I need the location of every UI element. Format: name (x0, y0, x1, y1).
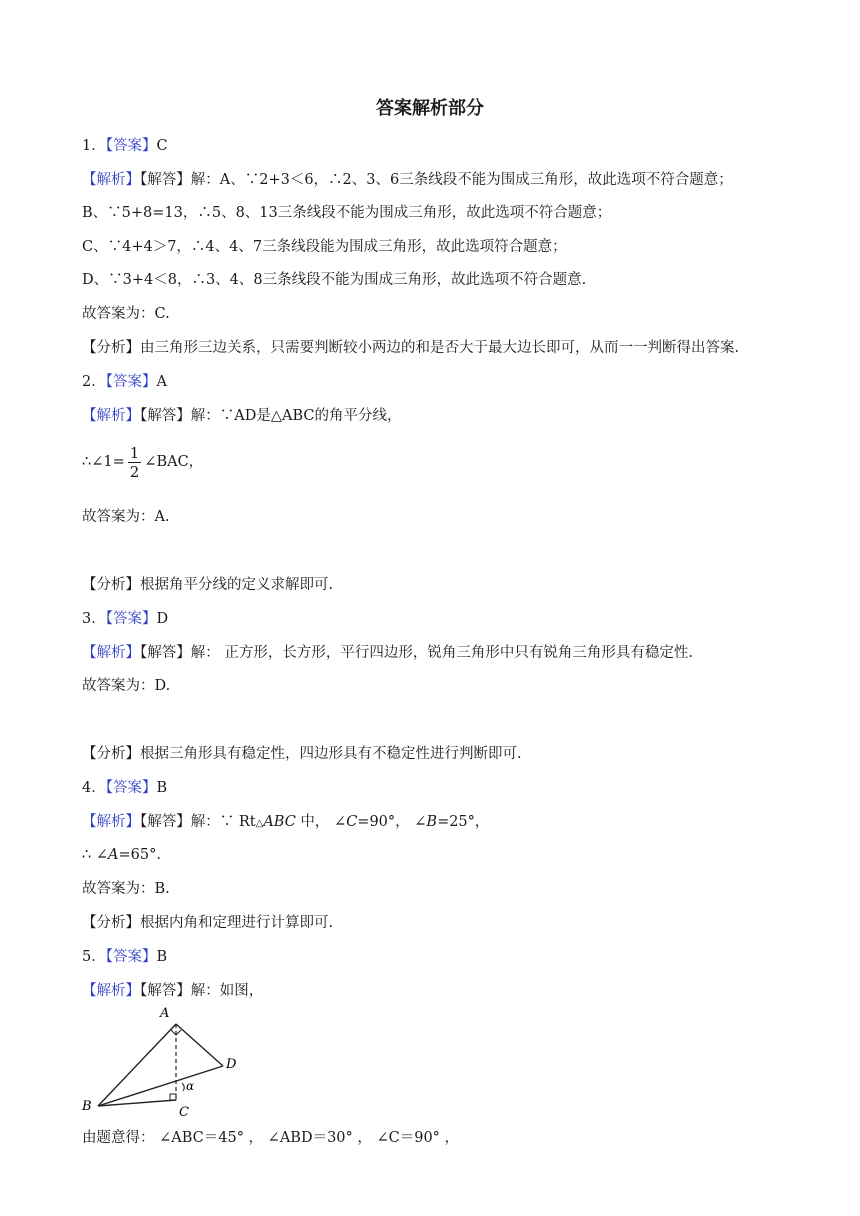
q2-number: 2． (82, 374, 106, 390)
q5-answer-line (82, 947, 167, 967)
segment-ad (176, 1024, 223, 1066)
q4-jiexi-tag: 【解析】 (82, 814, 140, 830)
q2-analysis: 【分析】根据角平分线的定义求解即可. (82, 577, 334, 593)
label-c: C (179, 1105, 189, 1119)
q3-answer: D (156, 611, 169, 627)
q1-analysis: 【分析】由三角形三边关系，只需要判断较小两边的和是否大于最大边长即可，从而一一判断得出答案. (82, 340, 740, 356)
q3-final: 故答案为：D. (82, 678, 171, 694)
q4-solution-line (82, 812, 489, 834)
segment-bc (98, 1100, 176, 1106)
q1-line-d: D、∵3+4＜8，∴3、4、8三条线段不能为围成三角形，故此选项不符合题意. (82, 272, 587, 288)
q1-answer: C (156, 138, 168, 154)
q2-frac-den: 2 (129, 462, 140, 481)
page-title: 答案解析部分 (376, 98, 484, 119)
q4-b-var: B (426, 814, 438, 830)
label-a: A (160, 1006, 170, 1021)
label-b: B (82, 1099, 92, 1114)
q4-jieda-mid: 中， ∠ (295, 814, 347, 830)
q2-jiexi-tag: 【解析】 (82, 408, 140, 424)
q4-c-val: =90°， ∠ (357, 814, 427, 830)
q1-jieda: 【解答】解：A、∵2+3＜6，∴2、3、6三条线段不能为围成三角形，故此选项不符合题意； (140, 172, 733, 188)
q4-c-var: C (346, 814, 358, 830)
q4-jieda-pre: 【解答】解：∵ Rt (140, 814, 256, 830)
q4-answer-tag: 【答案】 (105, 780, 157, 796)
q3-jieda: 【解答】解： 正方形，长方形，平行四边形，锐角三角形中只有锐角三角形具有稳定性. (140, 645, 693, 661)
q4-b-val: =25°， (437, 814, 490, 830)
q3-answer-tag: 【答案】 (105, 611, 157, 627)
q2-answer-line (82, 372, 167, 392)
q5-answer-tag: 【答案】 (105, 949, 157, 965)
q5-number: 5． (82, 949, 106, 965)
q4-number: 4． (82, 780, 106, 796)
q3-solution-line (82, 643, 693, 663)
q5-solution-line (82, 981, 263, 1001)
q1-answer-tag: 【答案】 (105, 138, 157, 154)
q2-frac-num: 1 (129, 443, 140, 462)
q3-analysis: 【分析】根据三角形具有稳定性，四边形具有不稳定性进行判断即可. (82, 746, 522, 762)
q1-number: 1． (82, 138, 106, 154)
q5-jiexi-tag: 【解析】 (82, 983, 140, 999)
q2-answer: A (156, 374, 167, 390)
angle-alpha-arc (182, 1083, 184, 1091)
q2-jieda: 【解答】解：∵AD是△ABC的角平分线， (140, 408, 402, 424)
q5-jieda: 【解答】解：如图， (140, 983, 264, 999)
right-angle-mark-c (170, 1094, 176, 1100)
q5-answer: B (156, 949, 168, 965)
q1-answer-line (82, 136, 168, 156)
q1-final: 故答案为：C. (82, 306, 170, 322)
q4-a-var: A (107, 847, 119, 863)
q3-jiexi-tag: 【解析】 (82, 645, 140, 661)
q5-given: 由题意得： ∠ABC＝45° ， ∠ABD＝30° ， ∠C＝90° ， (82, 1130, 460, 1146)
q1-solution-line (82, 170, 733, 190)
q4-triangle-symbol: △ (255, 818, 264, 829)
q3-number: 3． (82, 611, 106, 627)
q2-solution-line (82, 406, 402, 426)
q2-answer-tag: 【答案】 (105, 374, 157, 390)
q2-formula-pre: ∴∠1= (82, 454, 125, 470)
q5-triangle-figure (78, 1004, 253, 1119)
q1-line-b: B、∵5+8=13，∴5、8、13三条线段不能为围成三角形，故此选项不符合题意； (82, 205, 612, 221)
q3-answer-line (82, 609, 168, 629)
q4-analysis: 【分析】根据内角和定理进行计算即可. (82, 915, 334, 931)
q2-final: 故答案为：A. (82, 509, 170, 525)
q2-fraction (128, 444, 142, 481)
q1-jiexi-tag: 【解析】 (82, 172, 140, 188)
q2-formula-post: ∠BAC， (144, 454, 204, 470)
q1-line-c: C、∵4+4＞7，∴4、4、7三条线段能为围成三角形，故此选项符合题意； (82, 239, 567, 255)
q4-a-val: =65°. (118, 847, 161, 863)
q4-final: 故答案为：B. (82, 881, 170, 897)
q4-line2 (82, 845, 161, 865)
q4-abc: ABC (263, 814, 296, 830)
label-d: D (226, 1057, 237, 1072)
q2-formula-line (82, 442, 203, 482)
q4-answer-line (82, 778, 167, 798)
q4-answer: B (156, 780, 168, 796)
label-alpha: α (186, 1079, 195, 1093)
q4-line2-pre: ∴ ∠ (82, 847, 108, 863)
